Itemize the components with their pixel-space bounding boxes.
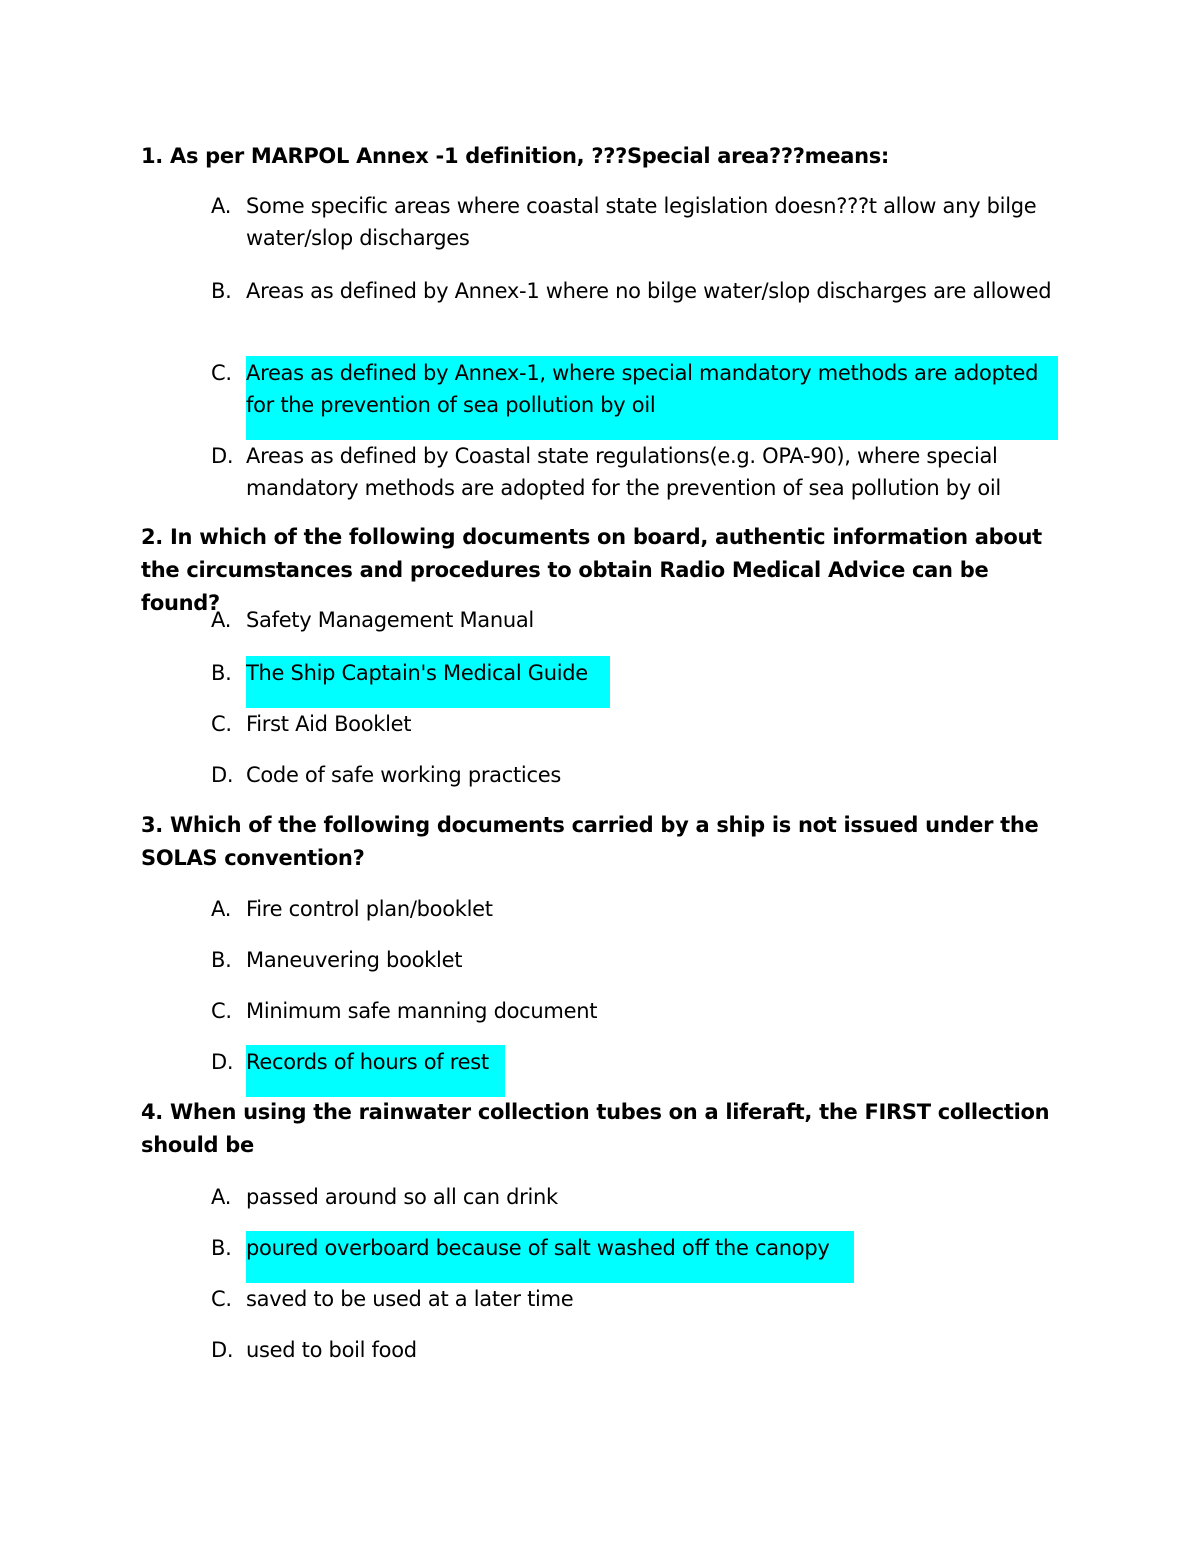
option-letter: B.	[211, 661, 232, 685]
option-letter: A.	[211, 1185, 232, 1209]
option-text: Some specific areas where coastal state legislation doesn???t allow any bilge water/slop discharges	[246, 194, 1037, 250]
option-letter: B.	[211, 1236, 232, 1260]
option-letter: D.	[211, 763, 234, 787]
option-text: Code of safe working practices	[246, 763, 561, 787]
option-text: Fire control plan/booklet	[246, 897, 493, 921]
question-3	[141, 809, 1071, 875]
question-text: Which of the following documents carried by a ship is not issued under the SOLAS convention?	[141, 813, 1039, 870]
question-text: When using the rainwater collection tubes on a liferaft, the FIRST collection should be	[141, 1100, 1050, 1157]
option-letter: C.	[211, 712, 232, 736]
option-text: First Aid Booklet	[246, 712, 412, 736]
option-text: Safety Management Manual	[246, 608, 534, 632]
option-text: Maneuvering booklet	[246, 948, 463, 972]
option-letter: A.	[211, 897, 232, 921]
option-letter: B.	[211, 948, 232, 972]
question-text: As per MARPOL Annex -1 definition, ???Special area???means:	[170, 144, 890, 168]
option-text: saved to be used at a later time	[246, 1287, 574, 1311]
question-text: In which of the following documents on board, authentic information about the circumstances and procedures to obtain Radio Medical Advice can be found?	[141, 525, 1042, 615]
option-text: Areas as defined by Coastal state regulations(e.g. OPA-90), where special mandatory methods are adopted for the prevention of sea pollution by oil	[246, 444, 1001, 500]
option-letter: A.	[211, 194, 232, 218]
question-4	[141, 1096, 1071, 1162]
option-letter: C.	[211, 361, 232, 385]
option-text: Areas as defined by Annex-1 where no bilge water/slop discharges are allowed	[246, 279, 1052, 303]
option-letter: D.	[211, 1050, 234, 1074]
option-text: used to boil food	[246, 1338, 417, 1362]
option-text: Areas as defined by Annex-1, where special mandatory methods are adopted for the prevention of sea pollution by oil	[246, 361, 1039, 417]
option-text: passed around so all can drink	[246, 1185, 558, 1209]
question-number: 2.	[141, 525, 163, 549]
option-letter: C.	[211, 1287, 232, 1311]
option-text: Minimum safe manning document	[246, 999, 598, 1023]
question-number: 1.	[141, 144, 163, 168]
option-letter: D.	[211, 444, 234, 468]
option-text: poured overboard because of salt washed off the canopy	[246, 1236, 830, 1260]
option-text: Records of hours of rest	[246, 1050, 489, 1074]
option-letter: C.	[211, 999, 232, 1023]
question-number: 4.	[141, 1100, 163, 1124]
option-letter: D.	[211, 1338, 234, 1362]
option-letter: B.	[211, 279, 232, 303]
option-letter: A.	[211, 608, 232, 632]
option-text: The Ship Captain's Medical Guide	[246, 661, 588, 685]
question-1	[141, 140, 1071, 173]
question-number: 3.	[141, 813, 163, 837]
